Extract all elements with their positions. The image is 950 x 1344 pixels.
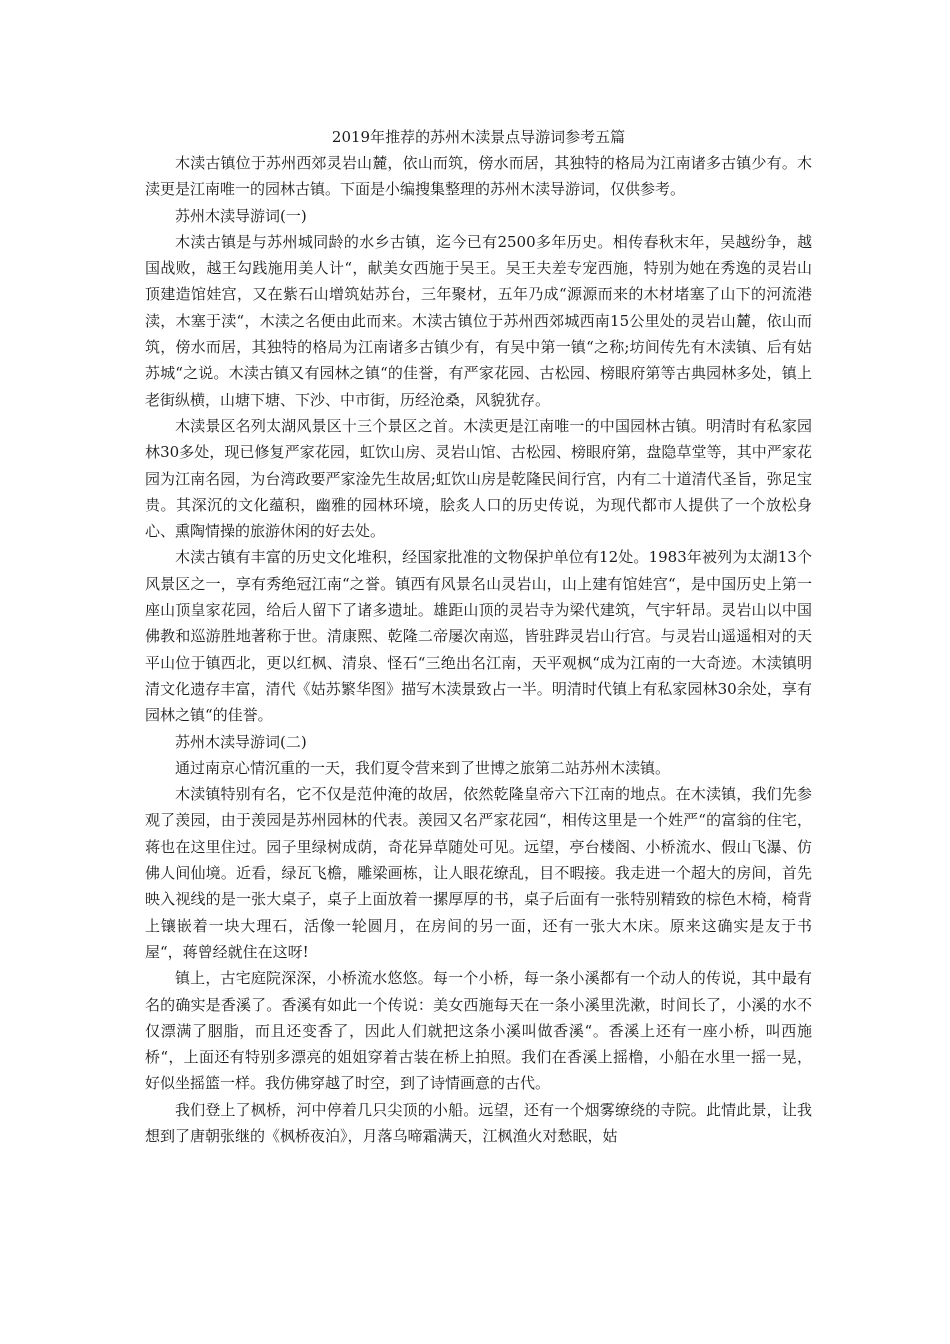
section2-paragraph-4: 我们登上了枫桥，河中停着几只尖顶的小船。远望，还有一个烟雾缭绕的寺院。此情此景，让我想到了唐朝张继的《枫桥夜泊》，月落乌啼霜满天，江枫渔火对愁眠，姑 <box>145 1100 812 1145</box>
section2-paragraph-1: 通过南京心情沉重的一天，我们夏令营来到了世博之旅第二站苏州木渎镇。 <box>175 758 671 777</box>
document-title: 2019年推荐的苏州木渎景点导游词参考五篇 <box>331 128 626 146</box>
document-page <box>145 124 812 1149</box>
section-heading-2: 苏州木渎导游词(二) <box>175 732 307 751</box>
section1-paragraph-2: 木渎景区名列太湖风景区十三个景区之首。木渎更是江南唯一的中国园林古镇。明清时有私家园林30多处，现已修复严家花园，虹饮山房、灵岩山馆、古松园、榜眼府第，盘隐草堂等，其中严家花园为江南名园，为台湾政要严家淦先生故居;虹饮山房是乾隆民间行宫，内有二十道清代圣旨，弥足宝贵。其深沉的文化蕴积，幽雅的园林环境，脍炙人口的历史传说，为现代都市人提供了一个放松身心、熏陶情操的旅游休闲的好去处。 <box>145 416 812 541</box>
intro-paragraph: 木渎古镇位于苏州西郊灵岩山麓，依山而筑，傍水而居，其独特的格局为江南诸多古镇少有。木渎更是江南唯一的园林古镇。下面是小编搜集整理的苏州木渎导游词，仅供参考。 <box>145 154 812 199</box>
section1-paragraph-1: 木渎古镇是与苏州城同龄的水乡古镇，迄今已有2500多年历史。相传春秋末年，吴越纷争，越国战败，越王勾践施用美人计“，献美女西施于吴王。吴王夫差专宠西施，特别为她在秀逸的灵岩山顶建造馆娃宫，又在紫石山增筑姑苏台，三年聚材，五年乃成“源源而来的木材堵塞了山下的河流港渎，木塞于渎“，木渎之名便由此而来。木渎古镇位于苏州西郊城西南15公里处的灵岩山麓，依山而筑，傍水而居，其独特的格局为江南诸多古镇少有，有吴中第一镇“之称;坊间传先有木渎镇、后有姑苏城“之说。木渎古镇又有园林之镇“的佳誉，有严家花园、古松园、榜眼府第等古典园林多处，镇上老街纵横，山塘下塘、下沙、中市街，历经沧桑，风貌犹存。 <box>145 232 812 409</box>
section2-paragraph-2: 木渎镇特别有名，它不仅是范仲淹的故居，依然乾隆皇帝六下江南的地点。在木渎镇，我们先参观了羡园，由于羡园是苏州园林的代表。羡园又名严家花园“，相传这里是一个姓严“的富翁的住宅，蒋也在这里住过。园子里绿树成荫，奇花异草随处可见。远望，亭台楼阁、小桥流水、假山飞瀑、仿佛人间仙境。近看，绿瓦飞檐，雕梁画栋，让人眼花缭乱，目不暇接。我走进一个超大的房间，首先映入视线的是一张大桌子，桌子上面放着一摞厚厚的书，桌子后面有一张特别精致的棕色木椅，椅背上镶嵌着一块大理石，活像一轮圆月，在房间的另一面，还有一张大木床。原来这确实是友于书屋“，蒋曾经就住在这呀! <box>145 785 812 961</box>
section1-paragraph-3: 木渎古镇有丰富的历史文化堆积，经国家批准的文物保护单位有12处。1983年被列为太湖13个风景区之一，享有秀绝冠江南“之誉。镇西有风景名山灵岩山，山上建有馆娃宫“，是中国历史上第一座山顶皇家花园，给后人留下了诸多遗址。雄距山顶的灵岩寺为梁代建筑，气宇轩昂。灵岩山以中国佛教和巡游胜地著称于世。清康熙、乾隆二帝屡次南巡，皆驻跸灵岩山行宫。与灵岩山遥遥相对的天平山位于镇西北，更以红枫、清泉、怪石“三绝出名江南，天平观枫“成为江南的一大奇迹。木渎镇明清文化遗存丰富，清代《姑苏繁华图》描写木渎景致占一半。明清时代镇上有私家园林30余处，享有园林之镇“的佳誉。 <box>145 548 812 725</box>
section-heading-1: 苏州木渎导游词(一) <box>175 206 307 225</box>
section2-paragraph-3: 镇上，古宅庭院深深，小桥流水悠悠。每一个小桥，每一条小溪都有一个动人的传说，其中最有名的确实是香溪了。香溪有如此一个传说：美女西施每天在一条小溪里洗漱，时间长了，小溪的水不仅漂满了胭脂，而且还变香了，因此人们就把这条小溪叫做香溪“。香溪上还有一座小桥，叫西施桥“，上面还有特别多漂亮的姐姐穿着古装在桥上拍照。我们在香溪上摇橹，小船在水里一摇一晃，好似坐摇篮一样。我仿佛穿越了时空，到了诗情画意的古代。 <box>145 969 812 1093</box>
